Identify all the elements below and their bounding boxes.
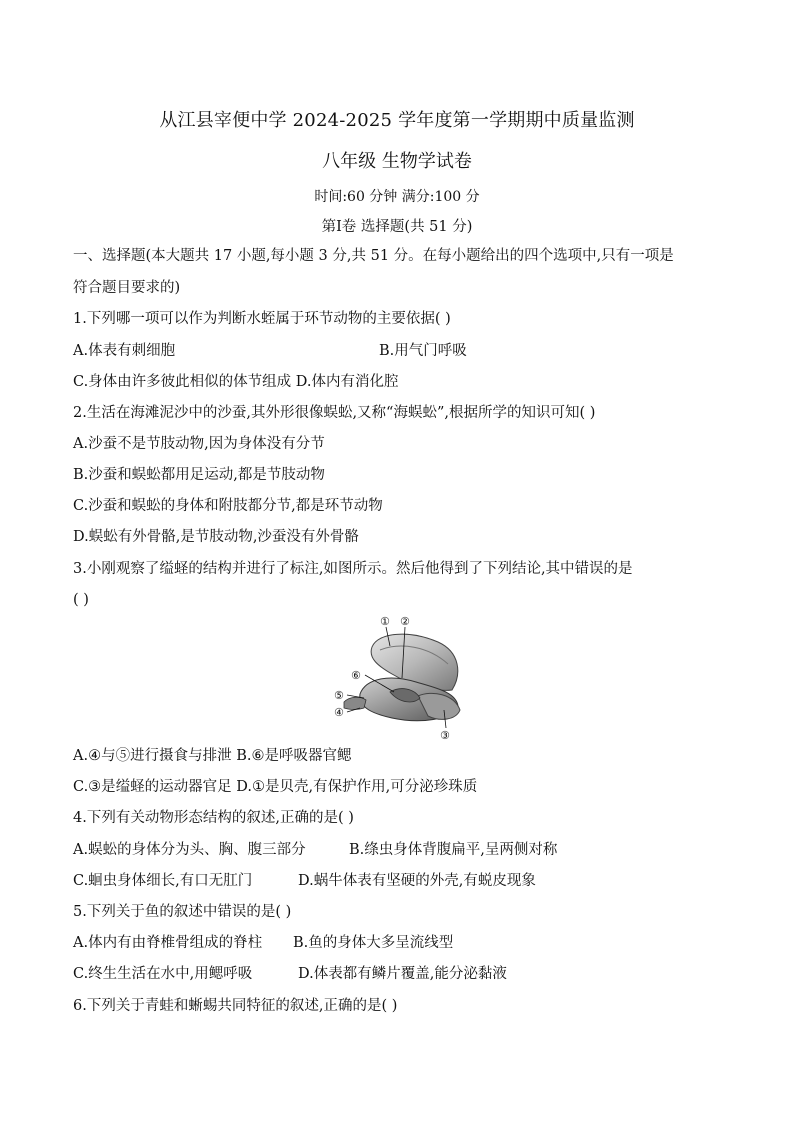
q1-option-b: B.用气门呼吸 <box>379 343 467 359</box>
siphon-shape <box>344 697 366 709</box>
figure-label-2: ② <box>400 615 410 628</box>
exam-meta: 时间:60 分钟 满分:100 分 <box>314 189 480 205</box>
instructions-line-1: 一、选择题(本大题共 17 小题,每小题 3 分,共 51 分。在每小题给出的四个选项中,只有一项是 <box>73 248 674 264</box>
q2-option-b: B.沙蚕和蜈蚣都用足运动,都是节肢动物 <box>73 467 325 483</box>
figure-label-6: ⑥ <box>351 669 361 682</box>
q4-option-b: B.绦虫身体背腹扁平,呈两侧对称 <box>349 842 558 858</box>
razor-clam-diagram <box>320 612 480 742</box>
q3-stem: 3.小刚观察了缢蛏的结构并进行了标注,如图所示。然后他得到了下列结论,其中错误的是 <box>73 561 633 577</box>
exam-title: 从江县宰便中学 2024-2025 学年度第一学期期中质量监测 <box>159 110 635 131</box>
q5-option-a: A.体内有由脊椎骨组成的脊柱 <box>73 935 263 951</box>
q1-stem: 1.下列哪一项可以作为判断水蛭属于环节动物的主要依据( ) <box>73 311 451 327</box>
q1-option-a: A.体表有刺细胞 <box>73 343 176 359</box>
q6-stem: 6.下列关于青蛙和蜥蜴共同特征的叙述,正确的是( ) <box>73 998 398 1014</box>
exam-subtitle: 八年级 生物学试卷 <box>322 151 472 172</box>
q4-option-d: D.蜗牛体表有坚硬的外壳,有蜕皮现象 <box>298 873 536 889</box>
q4-option-c: C.蛔虫身体细长,有口无肛门 <box>73 873 253 889</box>
section-heading: 第Ⅰ卷 选择题(共 51 分) <box>321 219 473 235</box>
q2-option-c: C.沙蚕和蜈蚣的身体和附肢都分节,都是环节动物 <box>73 498 383 514</box>
q3-option-cd: C.③是缢蛏的运动器官足 D.①是贝壳,有保护作用,可分泌珍珠质 <box>73 779 478 795</box>
q3-stem-bracket: ( ) <box>73 592 89 608</box>
figure-label-5: ⑤ <box>334 689 344 702</box>
q1-option-cd: C.身体由许多彼此相似的体节组成 D.体内有消化腔 <box>73 374 399 390</box>
figure-label-4: ④ <box>334 706 344 719</box>
q5-option-c: C.终生生活在水中,用鳃呼吸 <box>73 966 253 982</box>
instructions-line-2: 符合题目要求的) <box>73 280 181 296</box>
q5-option-b: B.鱼的身体大多呈流线型 <box>293 935 454 951</box>
q2-option-d: D.蜈蚣有外骨骼,是节肢动物,沙蚕没有外骨骼 <box>73 529 359 545</box>
razor-clam-figure <box>320 612 480 742</box>
q3-option-ab: A.④与⑤进行摄食与排泄 B.⑥是呼吸器官鳃 <box>73 748 352 764</box>
q5-option-d: D.体表都有鳞片覆盖,能分泌黏液 <box>298 966 507 982</box>
q2-option-a: A.沙蚕不是节肢动物,因为身体没有分节 <box>73 436 325 452</box>
q2-stem: 2.生活在海滩泥沙中的沙蚕,其外形很像蜈蚣,又称“海蜈蚣”,根据所学的知识可知( ) <box>73 405 596 421</box>
q5-stem: 5.下列关于鱼的叙述中错误的是( ) <box>73 904 292 920</box>
q4-stem: 4.下列有关动物形态结构的叙述,正确的是( ) <box>73 810 354 826</box>
q4-option-a: A.蜈蚣的身体分为头、胸、腹三部分 <box>73 842 306 858</box>
figure-label-3: ③ <box>440 729 450 742</box>
figure-label-1: ① <box>380 615 390 628</box>
